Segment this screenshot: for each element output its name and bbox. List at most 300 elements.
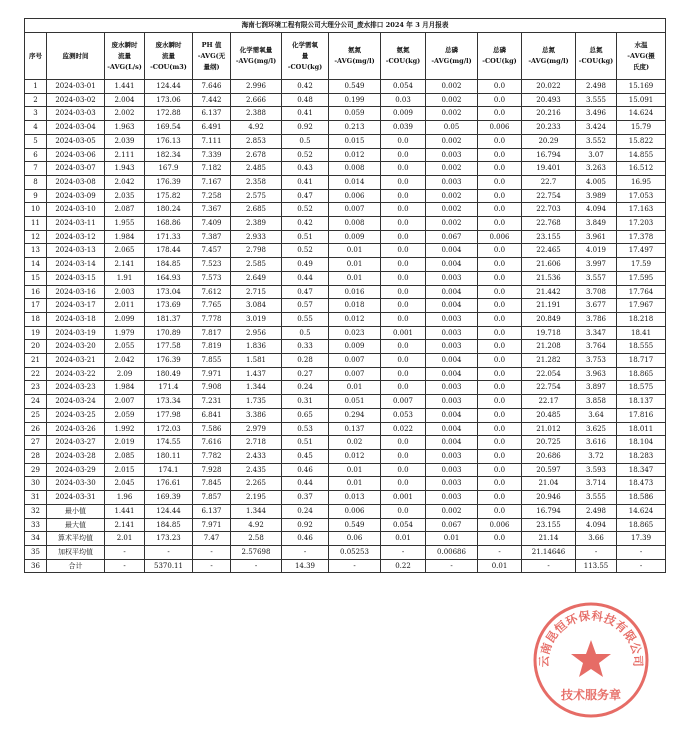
table-cell: 0.002 (426, 93, 478, 107)
table-cell: 9 (25, 189, 47, 203)
table-cell: 0.012 (329, 312, 381, 326)
table-cell: 0.01 (478, 559, 522, 573)
table-cell: - (193, 545, 231, 559)
table-cell: - (329, 559, 381, 573)
table-cell: 0.002 (426, 189, 478, 203)
table-cell: 16.95 (617, 175, 666, 189)
table-cell: 0.014 (329, 175, 381, 189)
table-cell: 0.0 (478, 326, 522, 340)
table-cell: 15 (25, 271, 47, 285)
table-cell: 0.0 (478, 436, 522, 450)
table-cell: 4.005 (576, 175, 617, 189)
table-cell: 124.44 (145, 80, 193, 94)
table-cell: 2024-03-08 (47, 175, 105, 189)
table-cell: 0.008 (329, 162, 381, 176)
table-cell: - (426, 559, 478, 573)
table-cell: 0.0 (478, 134, 522, 148)
table-cell: 2.798 (231, 244, 282, 258)
header-row (25, 33, 666, 80)
table-cell: 3.616 (576, 436, 617, 450)
table-cell: 0.009 (329, 340, 381, 354)
table-cell: 0.0 (478, 175, 522, 189)
table-cell: 1.963 (105, 121, 145, 135)
table-cell: 167.9 (145, 162, 193, 176)
table-cell: 7.258 (193, 189, 231, 203)
table-cell: 2024-03-25 (47, 408, 105, 422)
table-cell: 175.82 (145, 189, 193, 203)
table-cell: 20.686 (522, 449, 576, 463)
table-row (25, 107, 666, 121)
table-cell: 0.0 (478, 271, 522, 285)
summary-row (25, 545, 666, 559)
table-cell: 0.47 (282, 189, 329, 203)
table-cell: 2024-03-24 (47, 395, 105, 409)
table-cell: 0.92 (282, 518, 329, 532)
table-cell: 0.0 (478, 491, 522, 505)
table-cell: 最大值 (47, 518, 105, 532)
table-cell: 0.0 (478, 477, 522, 491)
table-cell: 184.85 (145, 518, 193, 532)
table-cell: 18.218 (617, 312, 666, 326)
table-cell: 3.997 (576, 258, 617, 272)
table-cell: 2.389 (231, 217, 282, 231)
table-cell: 0.06 (329, 532, 381, 546)
table-cell: 2024-03-07 (47, 162, 105, 176)
table-cell: 0.0 (381, 285, 426, 299)
table-cell: 20.597 (522, 463, 576, 477)
table-row (25, 340, 666, 354)
table-cell: 19.401 (522, 162, 576, 176)
table-cell: 0.65 (282, 408, 329, 422)
table-cell: 0.49 (282, 258, 329, 272)
table-cell: 124.44 (145, 504, 193, 518)
table-cell: 7.586 (193, 422, 231, 436)
table-row (25, 477, 666, 491)
table-cell: 0.009 (381, 107, 426, 121)
table-cell: 20 (25, 340, 47, 354)
table-cell: 0.007 (381, 395, 426, 409)
table-row (25, 395, 666, 409)
table-cell: 7.612 (193, 285, 231, 299)
table-cell: 13 (25, 244, 47, 258)
table-cell: 2.956 (231, 326, 282, 340)
table-cell: 16 (25, 285, 47, 299)
table-row (25, 326, 666, 340)
table-cell: 0.003 (426, 175, 478, 189)
table-cell: 0.92 (282, 121, 329, 135)
table-cell: 17.053 (617, 189, 666, 203)
table-cell: 182.34 (145, 148, 193, 162)
table-cell: 2024-03-16 (47, 285, 105, 299)
table-cell: 0.41 (282, 175, 329, 189)
table-cell: 7.442 (193, 93, 231, 107)
table-cell: 15.091 (617, 93, 666, 107)
table-cell: 21.208 (522, 340, 576, 354)
table-cell: 34 (25, 532, 47, 546)
table-cell: - (381, 545, 426, 559)
table-cell: - (105, 559, 145, 573)
table-cell: 2024-03-18 (47, 312, 105, 326)
table-cell: 0.018 (329, 299, 381, 313)
table-cell: 0.01 (329, 258, 381, 272)
table-cell: 176.39 (145, 354, 193, 368)
table-cell: 0.549 (329, 518, 381, 532)
table-cell: 35 (25, 545, 47, 559)
column-header: 总氮 -COU(kg) (576, 33, 617, 80)
table-cell: 0.22 (381, 559, 426, 573)
table-cell: - (478, 545, 522, 559)
table-cell: - (145, 545, 193, 559)
table-cell: 15.169 (617, 80, 666, 94)
table-cell: 31 (25, 491, 47, 505)
column-header: 总氮 -AVG(mg/l) (522, 33, 576, 80)
table-cell: 11 (25, 217, 47, 231)
table-cell: - (282, 545, 329, 559)
table-cell: 3.708 (576, 285, 617, 299)
table-cell: 4.094 (576, 518, 617, 532)
table-row (25, 285, 666, 299)
column-header: 氨氮 -COU(kg) (381, 33, 426, 80)
table-cell: 2.585 (231, 258, 282, 272)
table-cell: 174.1 (145, 463, 193, 477)
table-cell: 0.004 (426, 367, 478, 381)
table-row (25, 422, 666, 436)
table-cell: 2.57698 (231, 545, 282, 559)
table-cell: 0.007 (329, 367, 381, 381)
table-row (25, 463, 666, 477)
table-cell: 22.054 (522, 367, 576, 381)
table-row (25, 312, 666, 326)
table-cell: 4.92 (231, 518, 282, 532)
table-cell: 0.52 (282, 148, 329, 162)
table-cell: 3.424 (576, 121, 617, 135)
table-cell: 0.003 (426, 271, 478, 285)
report-table (24, 18, 666, 573)
table-cell: 2.141 (105, 518, 145, 532)
table-cell: 17.595 (617, 271, 666, 285)
table-cell: 0.41 (282, 107, 329, 121)
table-cell: 0.01 (329, 477, 381, 491)
table-cell: 0.0 (381, 312, 426, 326)
table-cell: 20.485 (522, 408, 576, 422)
table-cell: 0.0 (381, 217, 426, 231)
table-cell: 0.0 (381, 148, 426, 162)
table-cell: 1.441 (105, 504, 145, 518)
table-cell: 2.678 (231, 148, 282, 162)
table-cell: 2.059 (105, 408, 145, 422)
table-cell: 16.794 (522, 148, 576, 162)
table-cell: 7.817 (193, 326, 231, 340)
table-cell: 0.006 (478, 121, 522, 135)
table-cell: 0.053 (381, 408, 426, 422)
table-cell: 36 (25, 559, 47, 573)
table-cell: 0.003 (426, 340, 478, 354)
table-cell: 0.067 (426, 230, 478, 244)
table-cell: 0.42 (282, 217, 329, 231)
table-cell: 17.163 (617, 203, 666, 217)
table-cell: 174.55 (145, 436, 193, 450)
column-header: 监测时间 (47, 33, 105, 80)
table-cell: 0.0 (381, 271, 426, 285)
table-cell: 20.493 (522, 93, 576, 107)
table-cell: 0.0 (381, 299, 426, 313)
table-cell: 172.03 (145, 422, 193, 436)
table-cell: 0.01 (381, 532, 426, 546)
table-cell: 1.96 (105, 491, 145, 505)
table-cell: 2.685 (231, 203, 282, 217)
table-cell: 0.012 (329, 148, 381, 162)
table-cell: 2.042 (105, 354, 145, 368)
table-cell: 7.855 (193, 354, 231, 368)
table-cell: 2.666 (231, 93, 282, 107)
table-cell: 2.715 (231, 285, 282, 299)
table-cell: 0.44 (282, 271, 329, 285)
table-cell: 2.015 (105, 463, 145, 477)
table-cell: 2.649 (231, 271, 282, 285)
table-cell: 1.91 (105, 271, 145, 285)
table-cell: 0.023 (329, 326, 381, 340)
table-cell: 0.0 (381, 162, 426, 176)
table-cell: 17.378 (617, 230, 666, 244)
table-cell: 0.51 (282, 230, 329, 244)
table-cell: 1.984 (105, 230, 145, 244)
table-cell: 173.06 (145, 93, 193, 107)
table-cell: 178.44 (145, 244, 193, 258)
table-cell: 2.045 (105, 477, 145, 491)
table-cell: 2.087 (105, 203, 145, 217)
summary-row (25, 559, 666, 573)
table-cell: 18.104 (617, 436, 666, 450)
table-cell: 14.624 (617, 504, 666, 518)
table-row (25, 381, 666, 395)
table-row (25, 134, 666, 148)
table-cell: - (105, 545, 145, 559)
table-cell: 181.37 (145, 312, 193, 326)
table-cell: 0.003 (426, 148, 478, 162)
table-cell: 29 (25, 463, 47, 477)
table-cell: 20.022 (522, 80, 576, 94)
table-cell: 0.0 (381, 436, 426, 450)
table-cell: 16.794 (522, 504, 576, 518)
table-cell: 20.849 (522, 312, 576, 326)
table-cell: 0.012 (329, 449, 381, 463)
table-row (25, 354, 666, 368)
table-cell: 25 (25, 408, 47, 422)
table-cell: 7.778 (193, 312, 231, 326)
table-cell: 2.011 (105, 299, 145, 313)
table-cell: 0.002 (426, 162, 478, 176)
table-cell: 0.0 (478, 354, 522, 368)
table-cell: 2.358 (231, 175, 282, 189)
table-cell: 0.003 (426, 463, 478, 477)
table-cell: 3.753 (576, 354, 617, 368)
table-cell: 6.137 (193, 107, 231, 121)
table-cell: 0.42 (282, 80, 329, 94)
table-cell: 18.283 (617, 449, 666, 463)
table-cell: 7.367 (193, 203, 231, 217)
seal-star-icon (571, 640, 611, 677)
table-cell: 23.155 (522, 230, 576, 244)
table-cell: 0.0 (381, 354, 426, 368)
table-cell: 14.39 (282, 559, 329, 573)
table-cell: 0.52 (282, 203, 329, 217)
table-cell: 0.006 (329, 189, 381, 203)
table-cell: 18.347 (617, 463, 666, 477)
table-cell: 2.039 (105, 134, 145, 148)
table-cell: 1.992 (105, 422, 145, 436)
table-cell: 2.498 (576, 80, 617, 94)
table-cell: 18.575 (617, 381, 666, 395)
table-cell: 7.765 (193, 299, 231, 313)
table-cell: 6.137 (193, 504, 231, 518)
table-cell: 0.549 (329, 80, 381, 94)
table-cell: 2024-03-02 (47, 93, 105, 107)
table-cell: 0.46 (282, 532, 329, 546)
table-cell: 1.943 (105, 162, 145, 176)
table-cell: 21.606 (522, 258, 576, 272)
table-row (25, 258, 666, 272)
table-cell: 0.0 (478, 408, 522, 422)
table-cell: 0.51 (282, 436, 329, 450)
table-cell: 21.442 (522, 285, 576, 299)
table-cell: 18.555 (617, 340, 666, 354)
table-cell: 0.0 (478, 162, 522, 176)
table-cell: 0.004 (426, 285, 478, 299)
table-cell: 1.836 (231, 340, 282, 354)
table-cell: 5370.11 (145, 559, 193, 573)
column-header: PH 值 -AVG(无 量纲) (193, 33, 231, 80)
table-cell: 18.586 (617, 491, 666, 505)
table-cell: 2024-03-14 (47, 258, 105, 272)
table-cell: 0.006 (478, 518, 522, 532)
table-cell: 3.386 (231, 408, 282, 422)
table-cell: 0.199 (329, 93, 381, 107)
table-row (25, 230, 666, 244)
table-cell: 4.92 (231, 121, 282, 135)
table-cell: 0.001 (381, 491, 426, 505)
column-header: 氨氮 -AVG(mg/l) (329, 33, 381, 80)
table-cell: 0.0 (381, 175, 426, 189)
table-cell: 168.86 (145, 217, 193, 231)
table-cell: 2.141 (105, 258, 145, 272)
table-cell: 0.0 (381, 340, 426, 354)
table-cell: 3.625 (576, 422, 617, 436)
table-cell: 7.646 (193, 80, 231, 94)
table-cell: 2.019 (105, 436, 145, 450)
table-cell: 7.182 (193, 162, 231, 176)
table-cell: 2.435 (231, 463, 282, 477)
table-cell: 2024-03-06 (47, 148, 105, 162)
table-cell: 7.457 (193, 244, 231, 258)
table-cell: 22.465 (522, 244, 576, 258)
table-cell: 22.768 (522, 217, 576, 231)
table-cell: 113.55 (576, 559, 617, 573)
table-cell: 7.167 (193, 175, 231, 189)
table-cell: 2.002 (105, 107, 145, 121)
table-cell: 0.24 (282, 504, 329, 518)
table-cell: - (617, 545, 666, 559)
table-cell: 20.29 (522, 134, 576, 148)
table-cell: 22.17 (522, 395, 576, 409)
table-cell: 7.971 (193, 367, 231, 381)
table-cell: 0.5 (282, 134, 329, 148)
column-header: 废水瞬时 流量 -COU(m3) (145, 33, 193, 80)
table-cell: 22.7 (522, 175, 576, 189)
table-cell: 0.0 (478, 244, 522, 258)
table-cell: 0.003 (426, 477, 478, 491)
table-cell: 3.557 (576, 271, 617, 285)
table-cell: 0.28 (282, 354, 329, 368)
table-cell: 0.213 (329, 121, 381, 135)
table-cell: 2 (25, 93, 47, 107)
table-cell: 0.054 (381, 80, 426, 94)
table-cell: 2024-03-23 (47, 381, 105, 395)
table-cell: 7.857 (193, 491, 231, 505)
table-cell: 0.016 (329, 285, 381, 299)
table-cell: 0.0 (478, 395, 522, 409)
table-cell: 172.88 (145, 107, 193, 121)
table-cell: 0.0 (478, 258, 522, 272)
table-cell: 7.573 (193, 271, 231, 285)
table-cell: 176.39 (145, 175, 193, 189)
table-cell: 2024-03-19 (47, 326, 105, 340)
table-cell: 18.865 (617, 367, 666, 381)
table-cell: 184.85 (145, 258, 193, 272)
column-header: 化学需氧 量 -COU(kg) (282, 33, 329, 80)
table-cell: 0.0 (478, 148, 522, 162)
table-row (25, 244, 666, 258)
table-cell: - (231, 559, 282, 573)
table-cell: 0.002 (426, 80, 478, 94)
table-cell: 2.01 (105, 532, 145, 546)
table-cell: 2.195 (231, 491, 282, 505)
table-row (25, 203, 666, 217)
table-cell: 0.53 (282, 422, 329, 436)
table-cell: 1.344 (231, 504, 282, 518)
table-cell: 177.98 (145, 408, 193, 422)
table-cell: 2024-03-13 (47, 244, 105, 258)
table-row (25, 271, 666, 285)
table-cell: 2.042 (105, 175, 145, 189)
table-cell: 0.294 (329, 408, 381, 422)
table-cell: 0.27 (282, 367, 329, 381)
table-cell: 7.928 (193, 463, 231, 477)
table-cell: 2.003 (105, 285, 145, 299)
table-cell: 3.64 (576, 408, 617, 422)
table-cell: 3.72 (576, 449, 617, 463)
table-cell: 0.0 (478, 532, 522, 546)
table-cell: 0.003 (426, 491, 478, 505)
table-cell: 173.34 (145, 395, 193, 409)
table-cell: 0.002 (426, 134, 478, 148)
table-cell: 26 (25, 422, 47, 436)
table-cell: 3.593 (576, 463, 617, 477)
table-cell: 3.263 (576, 162, 617, 176)
table-cell: 2.055 (105, 340, 145, 354)
table-cell: 0.051 (329, 395, 381, 409)
table-cell: 0.0 (478, 299, 522, 313)
table-cell: 3.714 (576, 477, 617, 491)
table-cell: 169.54 (145, 121, 193, 135)
table-cell: 0.57 (282, 299, 329, 313)
table-cell: 0.0 (478, 107, 522, 121)
table-cell: 3.552 (576, 134, 617, 148)
table-cell: 18.473 (617, 477, 666, 491)
table-cell: 0.002 (426, 217, 478, 231)
table-cell: 2.575 (231, 189, 282, 203)
table-cell: 23.155 (522, 518, 576, 532)
table-cell: 0.05 (426, 121, 478, 135)
